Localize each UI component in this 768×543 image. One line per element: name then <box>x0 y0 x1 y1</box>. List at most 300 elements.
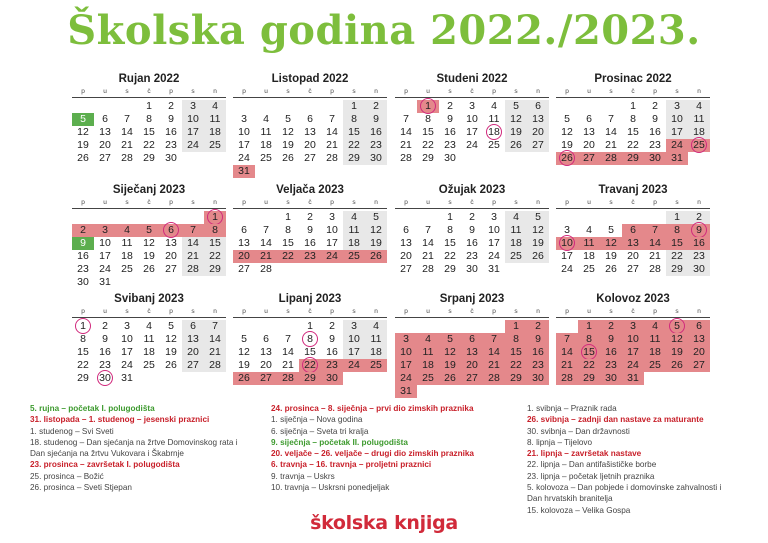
legend-item: 9. travnja – Uskrs <box>271 471 335 481</box>
day-cell: 21 <box>556 359 578 372</box>
month-title: Ožujak 2023 <box>438 184 506 196</box>
day-cell: 1 <box>204 211 226 224</box>
weekday-label: č <box>461 307 483 318</box>
legend-item: 6. travnja – 16. travnja – proljetni praznici <box>271 460 432 470</box>
day-cell: 10 <box>238 126 250 138</box>
day-cell: 21 <box>605 139 617 151</box>
weekday-label: s <box>182 198 204 209</box>
month-calendar <box>556 72 710 182</box>
page-title: Školska godina 2022./2023. <box>67 7 701 54</box>
day-cell: 7 <box>124 113 130 125</box>
day-cell: 26 <box>556 152 578 165</box>
day-cell: 23 <box>99 359 111 371</box>
day-cell: 19 <box>439 359 461 372</box>
legend-item: 26. svibnja – zadnji dan nastave za maturante <box>527 415 704 425</box>
day-cell: 5 <box>285 113 291 125</box>
day-cell: 15 <box>143 126 155 138</box>
legend-item: 15. kolovoza – Velika Gospa <box>527 505 631 515</box>
day-cell: 9 <box>652 113 658 125</box>
day-cell: 15 <box>422 126 434 138</box>
day-cell: 13 <box>165 237 177 249</box>
day-cell: 30 <box>600 372 622 385</box>
day-cell: 27 <box>238 263 250 275</box>
day-cell: 6 <box>688 320 710 333</box>
weekday-label: s <box>600 87 622 98</box>
day-cell: 17 <box>121 346 133 358</box>
day-cell: 23 <box>444 139 456 151</box>
month-days-grid <box>556 307 710 403</box>
day-cell: 26 <box>365 250 387 263</box>
day-cell: 28 <box>260 263 272 275</box>
weekday-label: p <box>644 87 666 98</box>
day-cell: 11 <box>121 237 133 249</box>
legend-item: Dan sjećanja na žrtvu Vukovara i Škabrnje <box>30 449 184 459</box>
day-cell: 25 <box>688 139 710 152</box>
day-cell: 10 <box>99 237 111 249</box>
weekday-label: p <box>72 198 94 209</box>
month-calendar <box>395 292 549 402</box>
day-cell: 3 <box>622 320 644 333</box>
weekday-label: n <box>204 198 226 209</box>
day-cell: 1 <box>447 211 453 223</box>
day-cell: 12 <box>561 126 573 138</box>
day-cell: 14 <box>260 237 272 249</box>
day-cell: 13 <box>304 126 316 138</box>
day-cell: 5 <box>138 224 160 237</box>
legend-column <box>527 403 721 516</box>
day-cell: 3 <box>666 100 688 113</box>
day-cell: 9 <box>72 237 94 250</box>
weekday-label: p <box>395 307 417 318</box>
day-cell: 30 <box>321 372 343 385</box>
month-title: Lipanj 2023 <box>278 293 342 305</box>
day-cell: 17 <box>488 237 500 249</box>
weekday-label: n <box>365 87 387 98</box>
day-cell: 26 <box>527 250 549 263</box>
day-cell: 28 <box>400 152 412 164</box>
day-cell: 12 <box>238 346 250 358</box>
weekday-label: n <box>365 198 387 209</box>
month-calendar <box>233 72 387 182</box>
weekday-label: p <box>233 307 255 318</box>
day-cell: 25 <box>488 139 500 151</box>
weekday-label: s <box>666 307 688 318</box>
day-cell: 26 <box>282 152 294 164</box>
day-cell: 3 <box>182 100 204 113</box>
day-cell: 18 <box>343 237 365 250</box>
day-cell: 9 <box>447 113 453 125</box>
month-days-grid <box>556 198 710 294</box>
weekday-label: s <box>116 87 138 98</box>
day-cell: 28 <box>483 372 505 385</box>
day-cell: 23 <box>600 359 622 372</box>
weekday-label: s <box>116 307 138 318</box>
day-cell: 4 <box>343 211 365 224</box>
day-cell: 4 <box>417 333 439 346</box>
day-cell: 20 <box>260 359 272 371</box>
day-cell: 8 <box>307 333 313 345</box>
day-cell: 30 <box>77 276 89 288</box>
day-cell: 13 <box>461 346 483 359</box>
day-cell: 27 <box>527 139 549 152</box>
day-cell: 10 <box>666 113 688 126</box>
day-cell: 27 <box>400 263 412 275</box>
day-cell: 18 <box>583 250 595 262</box>
day-cell: 9 <box>168 113 174 125</box>
day-cell: 6 <box>461 333 483 346</box>
day-cell: 29 <box>77 372 89 384</box>
legend-item: 1. siječnja – Nova godina <box>271 415 363 425</box>
day-cell: 23 <box>299 250 321 263</box>
month-days-grid <box>233 198 387 294</box>
day-cell: 25 <box>204 139 226 152</box>
day-cell: 24 <box>121 359 133 371</box>
weekday-label: n <box>688 198 710 209</box>
day-cell: 21 <box>649 250 661 262</box>
day-cell: 18 <box>121 250 133 262</box>
weekday-label: u <box>255 307 277 318</box>
day-cell: 10 <box>121 333 133 345</box>
day-cell: 7 <box>556 333 578 346</box>
day-cell: 25 <box>121 263 133 275</box>
day-cell: 16 <box>688 237 710 250</box>
day-cell: 15 <box>304 346 316 358</box>
day-cell: 19 <box>527 237 549 250</box>
day-cell: 17 <box>466 126 478 138</box>
day-cell: 24 <box>666 139 688 152</box>
day-cell: 19 <box>365 237 387 250</box>
day-cell: 10 <box>556 237 578 250</box>
day-cell: 17 <box>561 250 573 262</box>
day-cell: 27 <box>688 359 710 372</box>
day-cell: 28 <box>277 372 299 385</box>
weekday-label: č <box>622 307 644 318</box>
day-cell: 24 <box>343 359 365 372</box>
weekday-label: p <box>483 198 505 209</box>
day-cell: 2 <box>652 100 658 112</box>
day-cell: 13 <box>400 237 412 249</box>
month-calendar <box>395 183 549 293</box>
day-cell: 24 <box>238 152 250 164</box>
day-cell: 1 <box>285 211 291 223</box>
day-cell: 21 <box>204 346 226 359</box>
day-cell: 2 <box>447 100 453 112</box>
day-cell: 21 <box>182 250 204 263</box>
weekday-label: p <box>556 307 578 318</box>
weekday-label: s <box>343 307 365 318</box>
day-cell: 6 <box>241 224 247 236</box>
weekday-label: p <box>644 198 666 209</box>
day-cell: 17 <box>343 346 365 359</box>
weekday-label: p <box>72 87 94 98</box>
day-cell: 8 <box>505 333 527 346</box>
day-cell: 27 <box>165 263 177 275</box>
day-cell: 28 <box>121 152 133 164</box>
day-cell: 17 <box>182 126 204 139</box>
day-cell: 2 <box>600 320 622 333</box>
day-cell: 11 <box>688 113 710 126</box>
weekday-label: p <box>556 87 578 98</box>
day-cell: 12 <box>666 333 688 346</box>
day-cell: 13 <box>688 333 710 346</box>
day-cell: 15 <box>505 346 527 359</box>
day-cell: 15 <box>578 346 600 359</box>
legend-item: 10. travnja – Uskrsni ponedjeljak <box>271 483 390 493</box>
day-cell: 8 <box>630 113 636 125</box>
weekday-label: s <box>666 198 688 209</box>
day-cell: 17 <box>666 126 688 139</box>
day-cell: 18 <box>417 359 439 372</box>
day-cell: 22 <box>444 250 456 262</box>
day-cell: 13 <box>99 126 111 138</box>
day-cell: 7 <box>403 113 409 125</box>
day-cell: 14 <box>204 333 226 346</box>
day-cell: 20 <box>99 139 111 151</box>
legend-item: 8. lipnja – Tijelovo <box>527 437 593 447</box>
day-cell: 9 <box>600 333 622 346</box>
day-cell: 21 <box>400 139 412 151</box>
weekday-label: s <box>343 87 365 98</box>
legend-item: 26. prosinca – Sveti Stjepan <box>30 483 132 493</box>
day-cell: 21 <box>121 139 133 151</box>
day-cell: 26 <box>233 372 255 385</box>
weekday-label: č <box>299 307 321 318</box>
day-cell: 22 <box>299 359 321 372</box>
day-cell: 7 <box>285 333 291 345</box>
day-cell: 16 <box>365 126 387 139</box>
publisher-logo: školska knjiga <box>310 512 458 534</box>
day-cell: 23 <box>688 250 710 263</box>
weekday-label: p <box>72 307 94 318</box>
day-cell: 5 <box>564 113 570 125</box>
day-cell: 7 <box>608 113 614 125</box>
day-cell: 5 <box>365 211 387 224</box>
day-cell: 13 <box>238 237 250 249</box>
weekday-label: p <box>321 307 343 318</box>
day-cell: 12 <box>282 126 294 138</box>
day-cell: 4 <box>146 320 152 332</box>
day-cell: 14 <box>556 346 578 359</box>
day-cell: 9 <box>365 113 387 126</box>
day-cell: 16 <box>527 346 549 359</box>
day-cell: 18 <box>688 126 710 139</box>
weekday-label: p <box>160 307 182 318</box>
day-cell: 8 <box>80 333 86 345</box>
day-cell: 11 <box>578 237 600 250</box>
day-cell: 3 <box>564 224 570 236</box>
day-cell: 28 <box>649 263 661 275</box>
day-cell: 16 <box>600 346 622 359</box>
day-cell: 13 <box>260 346 272 358</box>
month-calendar <box>395 72 549 182</box>
day-cell: 22 <box>666 250 688 263</box>
day-cell: 8 <box>666 224 688 237</box>
day-cell: 12 <box>527 224 549 237</box>
day-cell: 21 <box>422 250 434 262</box>
day-cell: 12 <box>600 237 622 250</box>
day-cell: 13 <box>182 333 204 346</box>
weekday-label: č <box>622 87 644 98</box>
day-cell: 10 <box>488 224 500 236</box>
day-cell: 25 <box>143 359 155 371</box>
weekday-label: s <box>505 87 527 98</box>
day-cell: 24 <box>561 263 573 275</box>
day-cell: 3 <box>469 100 475 112</box>
day-cell: 28 <box>600 152 622 165</box>
day-cell: 18 <box>644 346 666 359</box>
day-cell: 20 <box>627 250 639 262</box>
day-cell: 20 <box>583 139 595 151</box>
day-cell: 11 <box>365 333 387 346</box>
day-cell: 24 <box>622 359 644 372</box>
weekday-label: n <box>527 307 549 318</box>
day-cell: 5 <box>168 320 174 332</box>
day-cell: 19 <box>505 126 527 139</box>
day-cell: 5 <box>666 320 688 333</box>
weekday-label: č <box>461 198 483 209</box>
day-cell: 2 <box>688 211 710 224</box>
month-calendar <box>556 292 710 402</box>
day-cell: 4 <box>116 224 138 237</box>
day-cell: 14 <box>182 237 204 250</box>
legend-item: 9. siječnja – početak II. polugodišta <box>271 437 408 447</box>
day-cell: 1 <box>146 100 152 112</box>
day-cell: 16 <box>466 237 478 249</box>
day-cell: 18 <box>505 237 527 250</box>
day-cell: 2 <box>168 100 174 112</box>
day-cell: 12 <box>439 346 461 359</box>
weekday-label: u <box>578 198 600 209</box>
day-cell: 7 <box>182 224 204 237</box>
day-cell: 10 <box>466 113 478 125</box>
day-cell: 6 <box>102 113 108 125</box>
day-cell: 6 <box>622 224 644 237</box>
day-cell: 15 <box>666 237 688 250</box>
day-cell: 22 <box>627 139 639 151</box>
weekday-label: u <box>94 198 116 209</box>
weekday-label: s <box>116 198 138 209</box>
weekday-label: p <box>483 307 505 318</box>
day-cell: 29 <box>343 152 365 165</box>
day-cell: 30 <box>444 152 456 164</box>
day-cell: 11 <box>417 346 439 359</box>
day-cell: 20 <box>400 250 412 262</box>
month-title: Rujan 2022 <box>118 73 180 85</box>
day-cell: 28 <box>204 359 226 372</box>
day-cell: 25 <box>505 250 527 263</box>
day-cell: 11 <box>143 333 155 345</box>
day-cell: 5 <box>439 333 461 346</box>
day-cell: 30 <box>527 372 549 385</box>
day-cell: 11 <box>260 126 272 138</box>
day-cell: 31 <box>99 276 111 288</box>
day-cell: 12 <box>365 224 387 237</box>
day-cell: 4 <box>644 320 666 333</box>
day-cell: 20 <box>165 250 177 262</box>
month-title: Srpanj 2023 <box>439 293 505 305</box>
day-cell: 10 <box>395 346 417 359</box>
weekday-label: č <box>299 198 321 209</box>
day-cell: 30 <box>644 152 666 165</box>
month-calendar <box>72 72 226 182</box>
day-cell: 19 <box>666 346 688 359</box>
weekday-label: p <box>233 198 255 209</box>
day-cell: 19 <box>238 359 250 371</box>
legend-item: 22. lipnja – Dan antifašističke borbe <box>527 460 657 470</box>
day-cell: 17 <box>326 237 338 249</box>
day-cell: 16 <box>304 237 316 249</box>
month-days-grid <box>233 307 387 403</box>
day-cell: 31 <box>395 385 417 398</box>
month-title: Travanj 2023 <box>598 184 668 196</box>
month-title: Veljača 2023 <box>276 184 344 196</box>
day-cell: 14 <box>644 237 666 250</box>
day-cell: 23 <box>527 359 549 372</box>
day-cell: 4 <box>688 100 710 113</box>
day-cell: 31 <box>488 263 500 275</box>
day-cell: 11 <box>488 113 500 125</box>
day-cell: 30 <box>466 263 478 275</box>
day-cell: 2 <box>527 320 549 333</box>
day-cell: 16 <box>77 250 89 262</box>
day-cell: 31 <box>121 372 133 384</box>
day-cell: 26 <box>77 152 89 164</box>
day-cell: 1 <box>307 320 313 332</box>
day-cell: 11 <box>644 333 666 346</box>
day-cell: 9 <box>307 224 313 236</box>
weekday-label: č <box>622 198 644 209</box>
day-cell: 1 <box>80 320 86 332</box>
day-cell: 14 <box>605 126 617 138</box>
month-days-grid <box>395 307 549 403</box>
weekday-label: p <box>395 87 417 98</box>
day-cell: 1 <box>666 211 688 224</box>
day-cell: 5 <box>72 113 94 126</box>
day-cell: 24 <box>466 139 478 151</box>
day-cell: 28 <box>422 263 434 275</box>
day-cell: 15 <box>77 346 89 358</box>
day-cell: 24 <box>488 250 500 262</box>
day-cell: 22 <box>204 250 226 263</box>
day-cell: 9 <box>688 224 710 237</box>
day-cell: 27 <box>578 152 600 165</box>
weekday-label: p <box>160 87 182 98</box>
month-title: Prosinac 2022 <box>594 73 672 85</box>
day-cell: 16 <box>649 126 661 138</box>
day-cell: 4 <box>263 113 269 125</box>
day-cell: 15 <box>627 126 639 138</box>
day-cell: 6 <box>160 224 182 237</box>
day-cell: 21 <box>282 359 294 371</box>
month-calendar <box>556 183 710 293</box>
day-cell: 1 <box>417 100 439 113</box>
day-cell: 5 <box>527 211 549 224</box>
legend-item: Dan hrvatskih branitelja <box>527 494 613 504</box>
weekday-label: s <box>439 87 461 98</box>
day-cell: 9 <box>102 333 108 345</box>
day-cell: 8 <box>285 224 291 236</box>
day-cell: 2 <box>307 211 313 223</box>
weekday-label: u <box>255 198 277 209</box>
legend-item: 6. siječnja – Sveta tri kralja <box>271 426 369 436</box>
weekday-label: n <box>688 307 710 318</box>
day-cell: 2 <box>72 224 94 237</box>
month-days-grid <box>72 307 226 403</box>
day-cell: 13 <box>527 113 549 126</box>
weekday-label: s <box>343 198 365 209</box>
day-cell: 27 <box>461 372 483 385</box>
day-cell: 28 <box>556 372 578 385</box>
